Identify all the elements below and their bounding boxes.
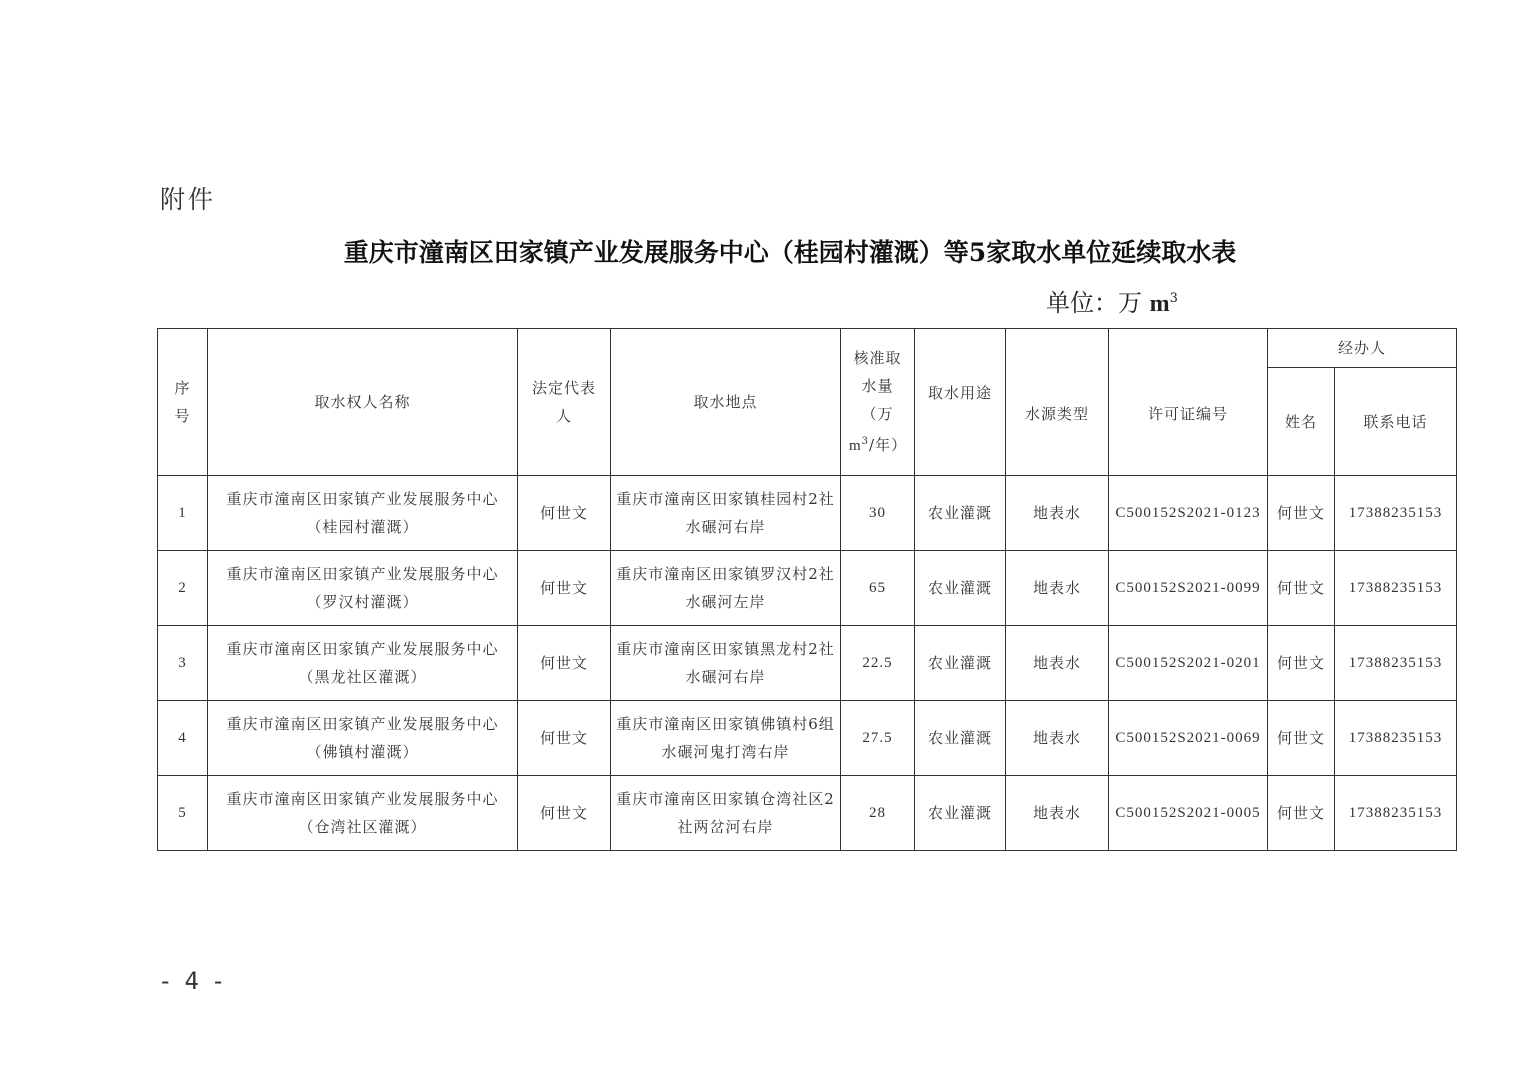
- cell-permit-no: C500152S2021-0069: [1109, 701, 1268, 776]
- cell-permit-no: C500152S2021-0123: [1109, 476, 1268, 551]
- cell-volume: 22.5: [841, 626, 915, 701]
- cell-legal-rep: 何世文: [518, 476, 611, 551]
- cell-volume: 65: [841, 551, 915, 626]
- cell-source-type: 地表水: [1006, 551, 1109, 626]
- cell-source-type: 地表水: [1006, 701, 1109, 776]
- header-volume-unit-rest: /年）: [869, 436, 908, 454]
- cell-handler-name: 何世文: [1268, 776, 1335, 851]
- cell-volume: 30: [841, 476, 915, 551]
- header-usage: 取水用途: [915, 329, 1006, 476]
- cell-usage: 农业灌溉: [915, 551, 1006, 626]
- header-seq: 序号: [158, 329, 208, 476]
- header-name: 取水权人名称: [208, 329, 518, 476]
- cell-volume: 27.5: [841, 701, 915, 776]
- table-row: [158, 776, 1457, 851]
- cell-handler-name: 何世文: [1268, 701, 1335, 776]
- cell-seq: 1: [158, 476, 208, 551]
- cell-seq: 5: [158, 776, 208, 851]
- table-row: [158, 551, 1457, 626]
- table-row: [158, 626, 1457, 701]
- cell-permit-no: C500152S2021-0005: [1109, 776, 1268, 851]
- cell-handler-name: 何世文: [1268, 551, 1335, 626]
- unit-prefix: 单位：万: [1046, 289, 1142, 317]
- cell-location: 重庆市潼南区田家镇佛镇村6组水碾河鬼打湾右岸: [611, 701, 841, 776]
- cell-usage: 农业灌溉: [915, 626, 1006, 701]
- cell-usage: 农业灌溉: [915, 776, 1006, 851]
- cell-volume: 28: [841, 776, 915, 851]
- cell-usage: 农业灌溉: [915, 701, 1006, 776]
- cell-handler-phone: 17388235153: [1335, 701, 1457, 776]
- header-legal-rep: 法定代表人: [518, 329, 611, 476]
- table-row: [158, 476, 1457, 551]
- cell-location: 重庆市潼南区田家镇罗汉村2社水碾河左岸: [611, 551, 841, 626]
- document-title: 重庆市潼南区田家镇产业发展服务中心（桂园村灌溉）等5家取水单位延续取水表: [343, 238, 1237, 267]
- cell-legal-rep: 何世文: [518, 701, 611, 776]
- cell-location: 重庆市潼南区田家镇黑龙村2社水碾河右岸: [611, 626, 841, 701]
- page-number: -4-: [158, 967, 238, 995]
- cell-legal-rep: 何世文: [518, 551, 611, 626]
- unit-superscript: 3: [1169, 291, 1178, 306]
- header-volume-unit-m: m: [849, 438, 862, 454]
- header-permit-no: 许可证编号: [1109, 329, 1268, 476]
- cell-legal-rep: 何世文: [518, 776, 611, 851]
- cell-seq: 4: [158, 701, 208, 776]
- unit-value: m: [1149, 291, 1170, 317]
- cell-name: 重庆市潼南区田家镇产业发展服务中心（仓湾社区灌溉）: [208, 776, 518, 851]
- header-handler-name: 姓名: [1268, 368, 1335, 476]
- header-approved-volume: [841, 329, 915, 476]
- unit-line: [1046, 283, 1178, 318]
- cell-seq: 3: [158, 626, 208, 701]
- cell-usage: 农业灌溉: [915, 476, 1006, 551]
- attachment-label: 附件: [160, 185, 217, 214]
- cell-location: 重庆市潼南区田家镇桂园村2社水碾河右岸: [611, 476, 841, 551]
- cell-location: 重庆市潼南区田家镇仓湾社区2社两岔河右岸: [611, 776, 841, 851]
- cell-legal-rep: 何世文: [518, 626, 611, 701]
- header-source-type: 水源类型: [1006, 329, 1109, 476]
- cell-handler-phone: 17388235153: [1335, 776, 1457, 851]
- cell-handler-phone: 17388235153: [1335, 476, 1457, 551]
- cell-source-type: 地表水: [1006, 626, 1109, 701]
- cell-name: 重庆市潼南区田家镇产业发展服务中心（佛镇村灌溉）: [208, 701, 518, 776]
- header-handler-phone: 联系电话: [1335, 368, 1457, 476]
- cell-source-type: 地表水: [1006, 776, 1109, 851]
- cell-name: 重庆市潼南区田家镇产业发展服务中心（罗汉村灌溉）: [208, 551, 518, 626]
- cell-handler-name: 何世文: [1268, 476, 1335, 551]
- cell-seq: 2: [158, 551, 208, 626]
- cell-name: 重庆市潼南区田家镇产业发展服务中心（黑龙社区灌溉）: [208, 626, 518, 701]
- cell-handler-name: 何世文: [1268, 626, 1335, 701]
- cell-source-type: 地表水: [1006, 476, 1109, 551]
- header-location: 取水地点: [611, 329, 841, 476]
- cell-handler-phone: 17388235153: [1335, 626, 1457, 701]
- header-volume-unit-sup: 3: [861, 436, 870, 447]
- header-approved-volume-text: 核准取水量（万: [853, 349, 902, 423]
- cell-permit-no: C500152S2021-0201: [1109, 626, 1268, 701]
- cell-name: 重庆市潼南区田家镇产业发展服务中心（桂园村灌溉）: [208, 476, 518, 551]
- cell-permit-no: C500152S2021-0099: [1109, 551, 1268, 626]
- table-row: [158, 701, 1457, 776]
- header-handler: 经办人: [1268, 329, 1457, 368]
- cell-handler-phone: 17388235153: [1335, 551, 1457, 626]
- water-permit-table: [157, 328, 1457, 851]
